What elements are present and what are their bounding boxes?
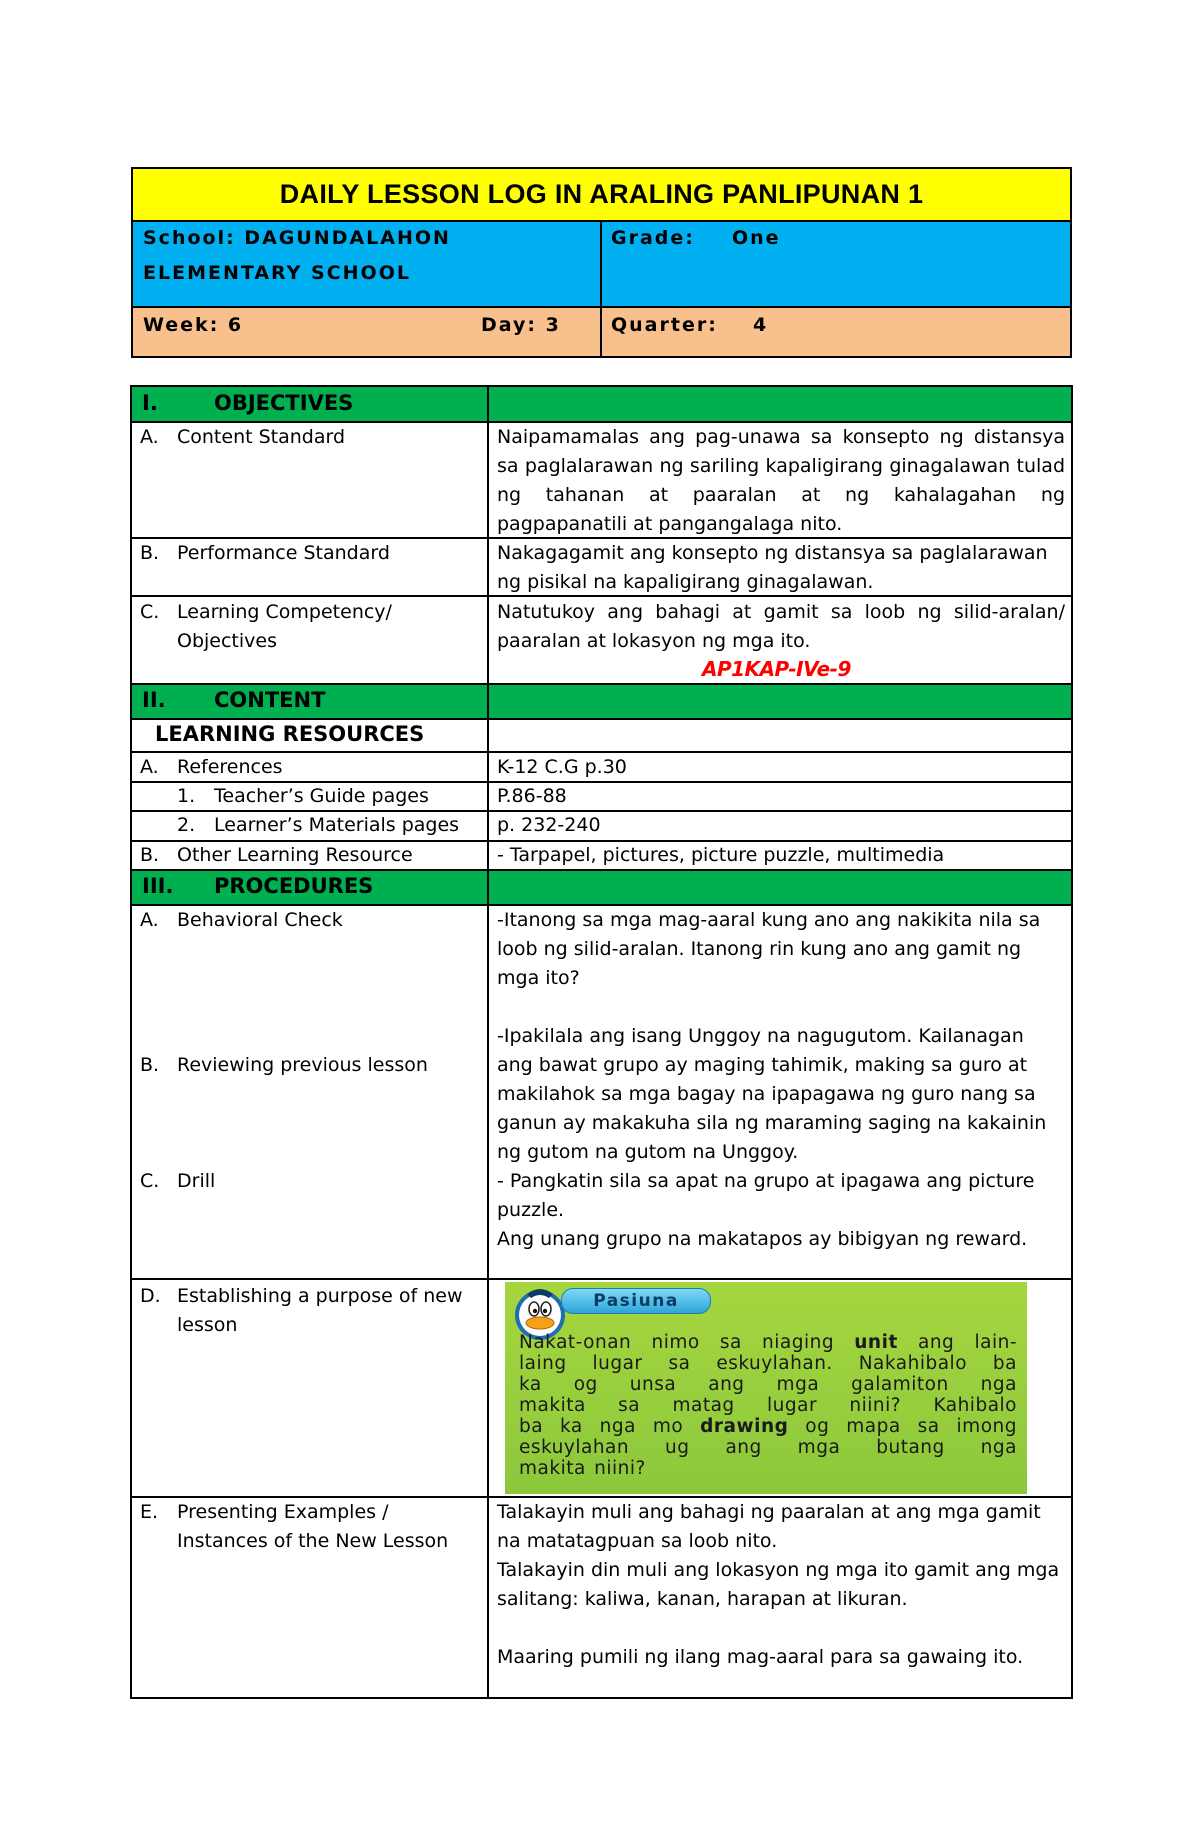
- teachers-guide-label: [177, 782, 429, 811]
- behavioral-check-value: -Itanong sa mga mag-aaral kung ano ang nakikita nila sa loob ng silid-aralan. Itanong rin kung ano ang gamit ng mga ito?: [497, 909, 1041, 989]
- drill-line1: - Pangkatin sila sa apat na grupo at ipagawa ang picture puzzle.: [497, 1170, 1035, 1221]
- item-label: Reviewing previous lesson: [177, 1054, 428, 1076]
- objectives-heading: [142, 391, 353, 415]
- document-title: DAILY LESSON LOG IN ARALING PANLIPUNAN 1: [133, 169, 1070, 222]
- drill-label: [140, 1167, 215, 1196]
- procedures-heading: [142, 874, 373, 898]
- drill-line2: Ang unang grupo na makatapos ay bibigyan ng reward.: [497, 1228, 1028, 1250]
- item-label: Learner’s Materials pages: [214, 814, 460, 836]
- panel-bold-word: unit: [854, 1332, 898, 1353]
- learning-resources-heading: LEARNING RESOURCES: [155, 722, 425, 746]
- section-title: CONTENT: [214, 688, 326, 712]
- item-label: Drill: [177, 1170, 216, 1192]
- panel-line: eskuylahan ug ang mga butang nga: [519, 1437, 1017, 1458]
- panel-text: Nakat-onan nimo sa niaging: [519, 1332, 855, 1353]
- section-number: III.: [142, 874, 174, 898]
- item-label-line2: lesson: [177, 1314, 238, 1336]
- item-letter: C.: [140, 601, 160, 623]
- row-line: [132, 683, 1071, 685]
- panel-line: [519, 1332, 1017, 1353]
- pasiuna-badge: Pasiuna: [561, 1288, 711, 1314]
- panel-bold-word: drawing: [700, 1416, 789, 1437]
- item-letter: A.: [140, 756, 159, 778]
- content-standard-value: Naipamamalas ang pag-unawa sa konsepto ng distansya sa paglalarawan ng sariling kapaligirang ginagalawan tulad ng tahanan at paaralan at ng kahalagahan ng pagpapanatili at pangangalaga nito.: [497, 426, 1065, 535]
- item-label: Content Standard: [177, 426, 346, 448]
- school-label-line2: ELEMENTARY SCHOOL: [143, 262, 411, 284]
- header-table: [131, 167, 1072, 358]
- reviewing-value: -Ipakilala ang isang Unggoy na nagugutom. Kailanagan ang bawat grupo ay maging tahimik, making sa guro at makilahok sa mga bagay na ipapagawa ng guro nang sa ganun ay makakuha sila ng maraming saging na kakainin ng gutom na gutom na Unggoy.: [497, 1025, 1047, 1163]
- panel-line: laing lugar sa eskuylahan. Nakahibalo ba: [519, 1353, 1017, 1374]
- item-label: Learning Competency/: [177, 601, 392, 623]
- item-letter: A.: [140, 909, 159, 931]
- panel-line: ka og unsa ang mga galamiton nga: [519, 1374, 1017, 1395]
- week-label: Week: 6: [143, 314, 244, 336]
- item-label: References: [177, 756, 283, 778]
- references-label: [140, 753, 283, 782]
- item-label: Other Learning Resource: [177, 844, 413, 866]
- presenting-paragraph-1: Talakayin muli ang bahagi ng paaralan at ang mga gamit na matatagpuan sa loob nito.: [497, 1501, 1041, 1552]
- competency-code: AP1KAP-IVe-9: [702, 657, 851, 681]
- reviewing-label: [140, 1051, 428, 1080]
- section-number: I.: [142, 391, 158, 415]
- references-value: K-12 C.G p.30: [497, 756, 627, 778]
- panel-line: makita niini?: [519, 1458, 646, 1479]
- item-number: 1.: [177, 785, 196, 807]
- item-letter: D.: [140, 1285, 161, 1307]
- lesson-table: [130, 385, 1073, 1699]
- quarter-label: Quarter:: [611, 314, 718, 336]
- item-label-line2: Instances of the New Lesson: [177, 1530, 449, 1552]
- item-letter: B.: [140, 844, 160, 866]
- learners-materials-label: [177, 811, 459, 840]
- grade-label: Grade:: [611, 227, 695, 249]
- learning-competency-value: Natutukoy ang bahagi at gamit sa loob ng silid-aralan/ paaralan at lokasyon ng mga ito.: [497, 601, 1065, 652]
- item-letter: B.: [140, 1054, 160, 1076]
- pasiuna-text: [519, 1332, 1017, 1479]
- behavioral-check-label: [140, 906, 343, 935]
- presenting-value: [497, 1498, 1065, 1672]
- presenting-paragraph-2: Talakayin din muli ang lokasyon ng mga ito gamit ang mga salitang: kaliwa, kanan, harapan at likuran.: [497, 1559, 1060, 1610]
- purpose-label: [140, 1282, 463, 1340]
- item-label: Teacher’s Guide pages: [214, 785, 429, 807]
- item-letter: B.: [140, 542, 160, 564]
- item-letter: E.: [140, 1501, 159, 1523]
- content-heading: [142, 688, 325, 712]
- panel-text: og mapa sa imong: [788, 1416, 1017, 1437]
- performance-standard-value: Nakagagamit ang konsepto ng distansya sa paglalarawan ng pisikal na kapaligirang ginagalawan.: [497, 542, 1048, 593]
- pasiuna-image-panel: [505, 1282, 1027, 1494]
- performance-standard-label: [140, 539, 390, 568]
- content-standard-label: [140, 423, 345, 452]
- grade-value: One: [732, 227, 781, 249]
- item-label: Performance Standard: [177, 542, 390, 564]
- drill-value: [497, 1167, 1065, 1254]
- school-label: School: DAGUNDALAHON: [143, 227, 451, 249]
- panel-line: [519, 1416, 1017, 1437]
- item-label: Establishing a purpose of new: [177, 1285, 463, 1307]
- item-letter: C.: [140, 1170, 160, 1192]
- section-title: OBJECTIVES: [214, 391, 354, 415]
- item-label: Behavioral Check: [177, 909, 343, 931]
- presenting-paragraph-3: Maaring pumili ng ilang mag-aaral para sa gawaing ito.: [497, 1646, 1024, 1668]
- item-label: Presenting Examples /: [177, 1501, 389, 1523]
- section-title: PROCEDURES: [214, 874, 374, 898]
- learning-competency-label: [140, 598, 392, 656]
- column-divider: [487, 387, 489, 1697]
- other-resource-value: - Tarpapel, pictures, picture puzzle, multimedia: [497, 844, 945, 866]
- section-number: II.: [142, 688, 166, 712]
- presenting-label: [140, 1498, 448, 1556]
- learners-materials-value: p. 232-240: [497, 814, 601, 836]
- item-label-line2: Objectives: [177, 630, 277, 652]
- panel-text: ba ka nga mo: [519, 1416, 701, 1437]
- day-label: Day: 3: [481, 314, 561, 336]
- quarter-value: 4: [753, 314, 769, 336]
- item-number: 2.: [177, 814, 196, 836]
- row-line: [132, 1278, 1071, 1280]
- header-column-divider: [600, 222, 602, 356]
- teachers-guide-value: P.86-88: [497, 785, 567, 807]
- panel-text: ang lain-: [897, 1332, 1017, 1353]
- other-resource-label: [140, 841, 413, 870]
- row-line: [132, 718, 1071, 720]
- item-letter: A.: [140, 426, 159, 448]
- panel-line: makita sa matag lugar niini? Kahibalo: [519, 1395, 1017, 1416]
